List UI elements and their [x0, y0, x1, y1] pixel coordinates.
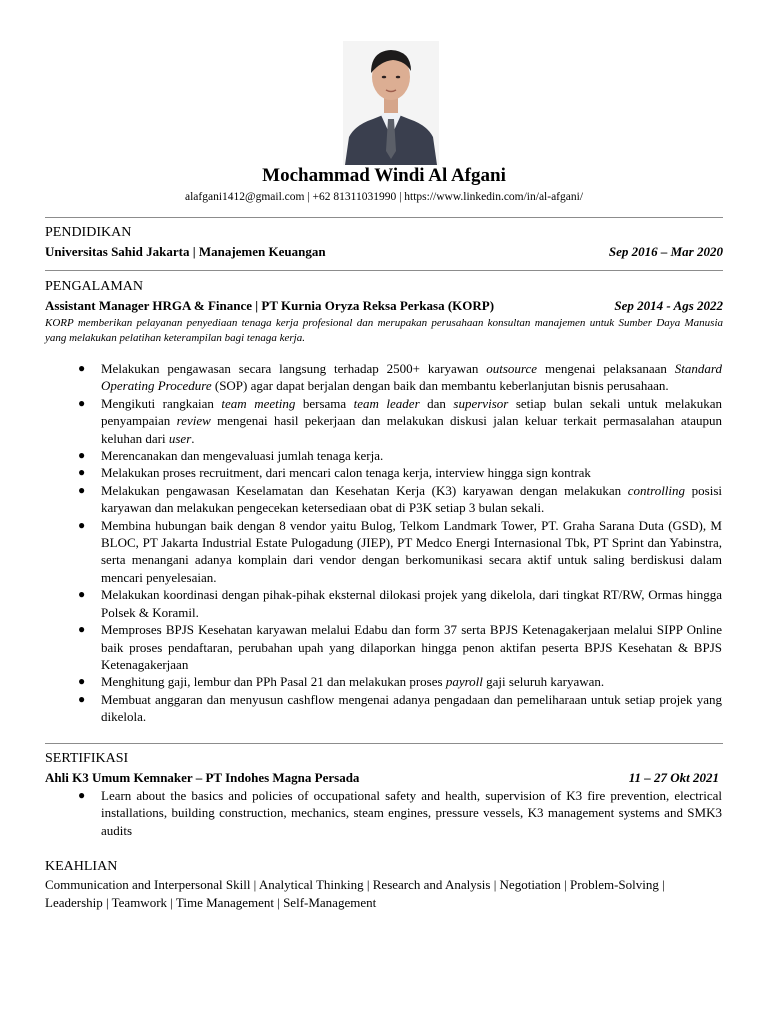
bullet-item — [45, 482, 722, 517]
bullet-text: gaji seluruh karyawan. — [482, 674, 605, 690]
bullet-text: posisi karyawan dan melakukan pengecekan ketersediaan obat di P3K setiap 3 bulan sekali. — [101, 482, 722, 516]
bullet-text: Melakukan koordinasi dengan pihak-pihak eksternal dilokasi projek yang dikelola, dari tingkat RT/RW, Ormas hingga Polsek & Koramil. — [101, 587, 722, 620]
certification-title: Ahli K3 Umum Kemnaker – PT Indohes Magna Persada — [45, 770, 360, 785]
certification-bullet-list — [45, 787, 722, 839]
profile-photo — [343, 41, 439, 165]
bullet-dot-icon: ● — [78, 788, 86, 802]
divider — [45, 743, 723, 744]
bullet-dot-icon: ● — [78, 517, 86, 532]
divider — [45, 217, 723, 218]
bullet-item — [45, 360, 722, 395]
bullet-text: Membina hubungan baik dengan 8 vendor yaitu Bulog, Telkom Landmark Tower, PT. Graha Sarana Duta (GSD), M BLOC, PT Jakarta Industrial Estate Pulogadung (JIEP), PT Medco Energi Internasional Tbk, PT Sprint dan Yabinstra, serta menangani adanya komplain dari vendor dengan berkomunikasi secara aktif untuk saling berdiskusi dalam mencari penyelesaian. — [101, 517, 722, 585]
divider — [45, 270, 723, 271]
bullet-text-italic: review — [176, 413, 211, 429]
bullet-text: bersama — [295, 395, 354, 411]
bullet-item — [45, 673, 722, 690]
bullet-text-italic: Standard Operating Procedure — [101, 361, 722, 394]
bullet-text-italic: team leader — [353, 395, 420, 411]
bullet-item — [45, 464, 722, 481]
candidate-name: Mochammad Windi Al Afgani — [262, 165, 506, 186]
bullet-text: . — [191, 430, 195, 446]
bullet-text: mengenai pelaksanaan — [537, 361, 675, 376]
contact-line: alafgani1412@gmail.com | +62 81311031990 | https://www.linkedin.com/in/al-afgani/ — [184, 191, 584, 203]
bullet-text: setiap bulan sekali untuk melakukan penyampaian — [101, 395, 722, 429]
bullet-text-italic: team meeting — [221, 395, 296, 411]
experience-row — [45, 297, 723, 314]
bullet-text: Melakukan proses recruitment, dari mencari calon tenaga kerja, interview hingga sign kontrak — [101, 465, 591, 481]
bullet-item — [45, 395, 722, 447]
bullet-dot-icon: ● — [78, 482, 86, 497]
section-heading-certification: SERTIFIKASI — [45, 751, 129, 766]
education-row — [45, 243, 723, 260]
experience-bullet-list — [45, 360, 722, 726]
bullet-item — [45, 621, 722, 673]
experience-dates: Sep 2014 - Ags 2022 — [614, 298, 723, 313]
bullet-text-italic: controlling — [627, 482, 686, 498]
bullet-dot-icon: ● — [78, 674, 86, 689]
education-dates: Sep 2016 – Mar 2020 — [608, 244, 723, 259]
bullet-item — [45, 447, 722, 464]
education-institution: Universitas Sahid Jakarta | Manajemen Keuangan — [45, 244, 326, 259]
bullet-text-italic: supervisor — [453, 395, 509, 411]
bullet-text: Mengikuti rangkaian — [101, 395, 222, 411]
bullet-text: Melakukan pengawasan secara langsung terhadap 2500+ karyawan — [101, 361, 487, 376]
certification-row — [45, 769, 723, 786]
bullet-text: Merencanakan dan mengevaluasi jumlah tenaga kerja. — [101, 448, 384, 464]
bullet-dot-icon: ● — [78, 622, 86, 637]
bullet-text: (SOP) agar dapat berjalan dengan baik dan membantu keberlanjutan bisnis perusahaan. — [211, 378, 669, 394]
bullet-item — [45, 586, 722, 621]
bullet-text-italic: user — [168, 430, 192, 446]
company-description: KORP memberikan pelayanan penyediaan tenaga kerja profesional dan merupakan perusahaan konsultan manajemen untuk Sumber Daya Manusia yang melakukan pelatihan keterampilan bagi tenaga kerja. — [45, 317, 723, 344]
section-heading-experience: PENGALAMAN — [45, 279, 143, 294]
bullet-text: dan — [419, 395, 454, 411]
experience-role: Assistant Manager HRGA & Finance | PT Kurnia Oryza Reksa Perkasa (KORP) — [45, 298, 495, 313]
bullet-text-italic: outsource — [486, 361, 538, 376]
bullet-text: Menghitung gaji, lembur dan PPh Pasal 21 dan melakukan proses — [101, 674, 446, 690]
bullet-dot-icon: ● — [78, 465, 86, 480]
bullet-dot-icon: ● — [78, 361, 86, 375]
bullet-text: Memproses BPJS Kesehatan karyawan melalui Edabu dan form 37 serta BPJS Ketenagakerjaan melalui SIPP Online baik proses pendaftaran, perubahan upah yang dilaporkan hingga penon aktifan peserta BPJS Kesehatan & BPJS Ketenagakerjaan — [101, 622, 722, 672]
bullet-item — [45, 517, 722, 587]
bullet-dot-icon: ● — [78, 448, 86, 463]
bullet-item — [45, 691, 722, 726]
bullet-text: mengenai hasil pekerjaan dan melakukan diskusi jalan keluar terkait permasalahan ataupun keluhan dari — [101, 413, 722, 446]
bullet-item — [45, 787, 722, 839]
bullet-dot-icon: ● — [78, 587, 86, 602]
bullet-dot-icon: ● — [78, 691, 86, 706]
section-heading-education: PENDIDIKAN — [45, 225, 132, 240]
certification-dates: 11 – 27 Okt 2021 — [628, 770, 719, 785]
section-heading-skills: KEAHLIAN — [45, 859, 118, 874]
skills-list: Communication and Interpersonal Skill | Analytical Thinking | Research and Analysis | Negotiation | Problem-Solving | Leadership | Teamwork | Time Management | Self-Management — [45, 877, 665, 910]
bullet-text: Melakukan pengawasan Keselamatan dan Kesehatan Kerja (K3) karyawan dengan melakukan — [101, 482, 628, 498]
bullet-text-italic: payroll — [445, 674, 483, 690]
bullet-text: Membuat anggaran dan menyusun cashflow mengenai adanya pengadaan dan pemeliharaan untuk setiap projek yang dikelola. — [101, 691, 722, 725]
bullet-dot-icon: ● — [78, 395, 86, 410]
bullet-text: Learn about the basics and policies of occupational safety and health, supervision of K3 fire prevention, electrical installations, building construction, mechanics, steam engines, pressure vessels, K3 management systems and SMK3 audits — [101, 788, 722, 838]
